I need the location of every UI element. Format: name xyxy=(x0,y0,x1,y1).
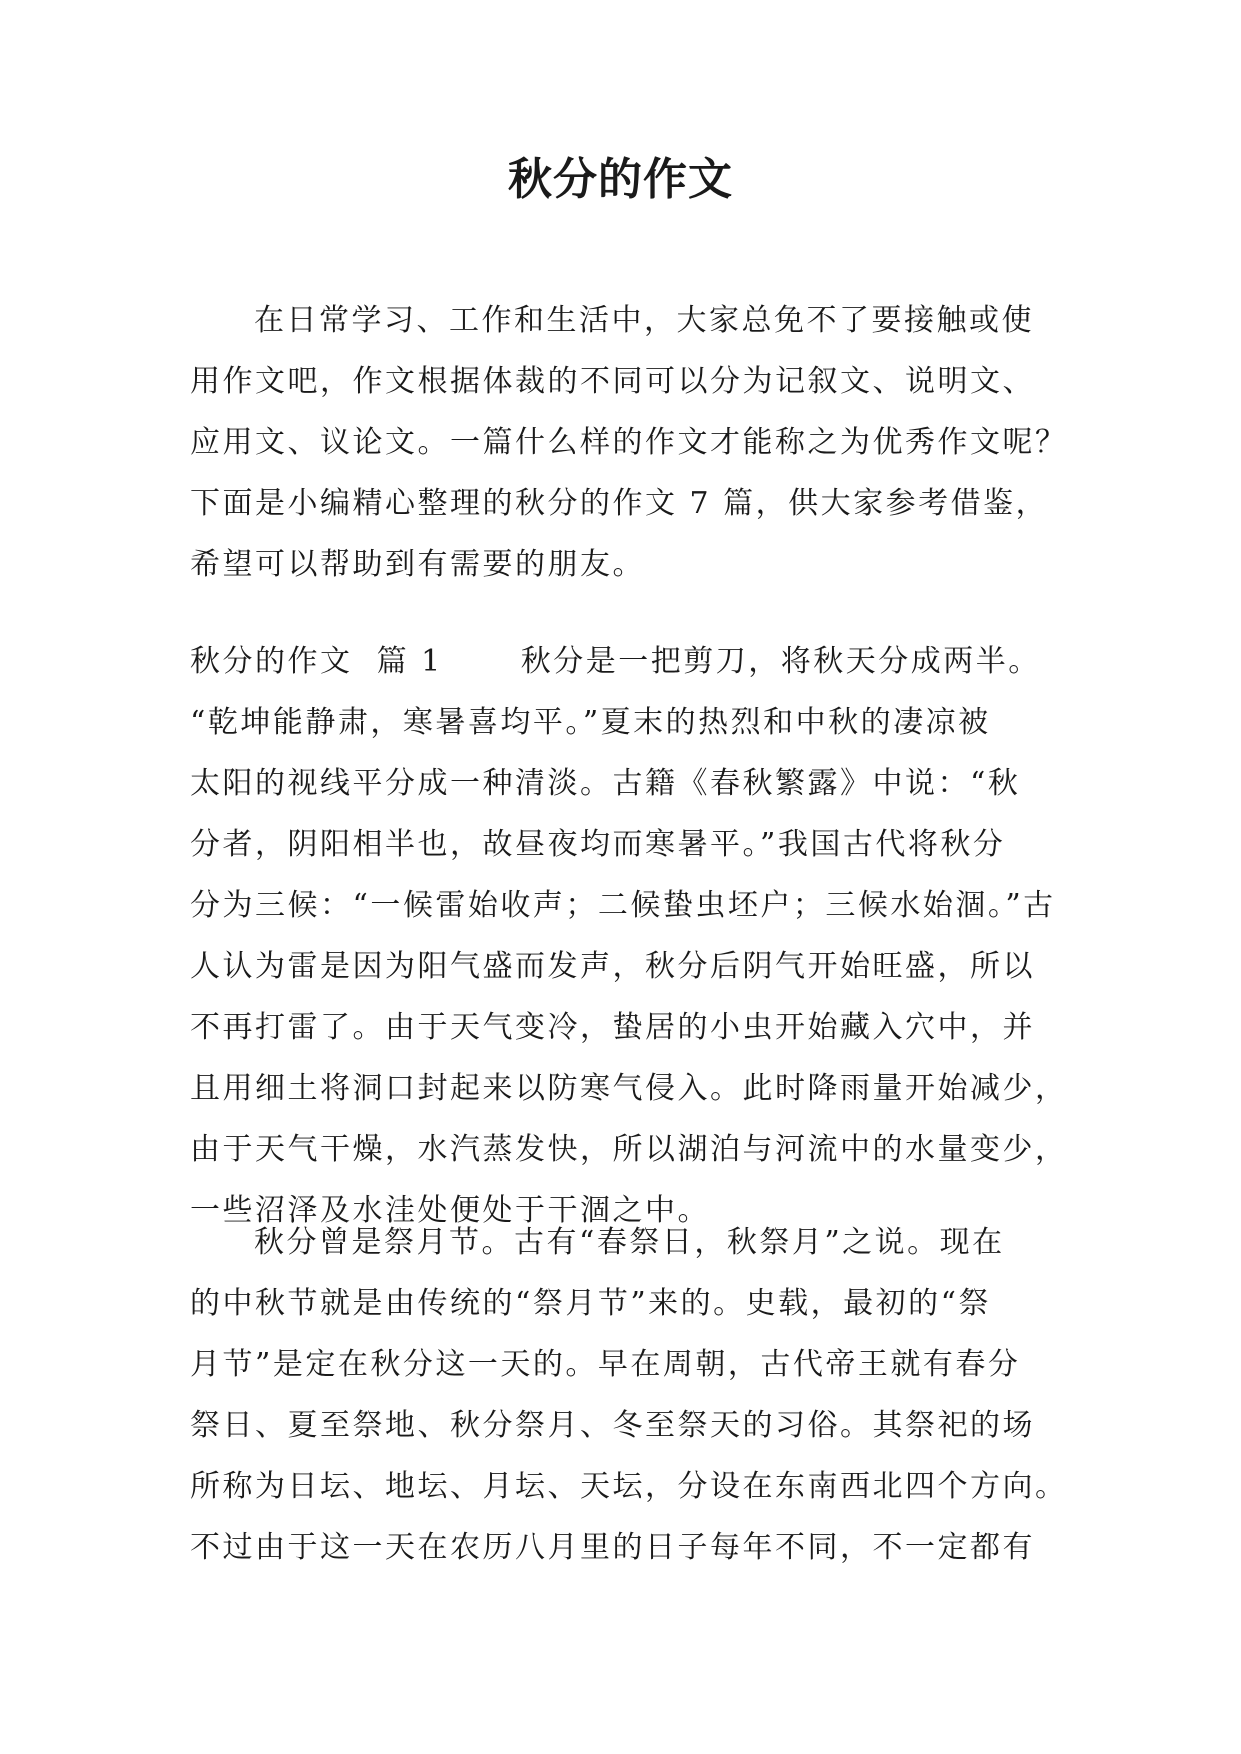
intro-paragraph xyxy=(190,290,1068,595)
paragraph-2-line: 的中秋节就是由传统的“祭月节”来的。史载，最初的“祭 xyxy=(190,1286,992,1321)
essay-1-line: 分者，阴阳相半也，故昼夜均而寒暑平。”我国古代将秋分 xyxy=(190,827,1006,862)
intro-line: 下面是小编精心整理的秋分的作文 7 篇，供大家参考借鉴， xyxy=(190,486,1049,521)
essay-1-line: 分为三候：“一候雷始收声；二候蛰虫坯户；三候水始涸。”古 xyxy=(190,888,1056,923)
essay-1-line: 一些沼泽及水洼处便处于干涸之中。 xyxy=(190,1193,710,1228)
paragraph-2-line: 秋分曾是祭月节。古有“春祭日，秋祭月”之说。现在 xyxy=(254,1225,1005,1260)
essay-1-line: “乾坤能静肃，寒暑喜均平。”夏末的热烈和中秋的凄凉被 xyxy=(190,705,991,740)
paragraph-2-line: 所称为日坛、地坛、月坛、天坛，分设在东南西北四个方向。 xyxy=(190,1469,1068,1504)
intro-line: 希望可以帮助到有需要的朋友。 xyxy=(190,547,645,582)
essay-1-line: 且用细土将洞口封起来以防寒气侵入。此时降雨量开始减少， xyxy=(190,1071,1068,1106)
essay-1-paragraph-2 xyxy=(190,1212,1068,1578)
essay-1-heading: 秋分的作文 篇 1 xyxy=(190,644,443,679)
essay-1-opening-sentence: 秋分是一把剪刀，将秋天分成两半。 xyxy=(520,644,1041,679)
paragraph-2-line: 祭日、夏至祭地、秋分祭月、冬至祭天的习俗。其祭祀的场 xyxy=(190,1408,1035,1443)
essay-1-line: 不再打雷了。由于天气变冷，蛰居的小虫开始藏入穴中，并 xyxy=(190,1010,1035,1045)
essay-1-first-line xyxy=(190,631,1052,692)
essay-1-line: 太阳的视线平分成一种清淡。古籍《春秋繁露》中说：“秋 xyxy=(190,766,1021,801)
paragraph-2-line: 不过由于这一天在农历八月里的日子每年不同，不一定都有 xyxy=(190,1530,1035,1565)
page-title: 秋分的作文 xyxy=(508,154,733,205)
intro-line: 在日常学习、工作和生活中，大家总免不了要接触或使 xyxy=(254,303,1034,338)
intro-line: 用作文吧，作文根据体裁的不同可以分为记叙文、说明文、 xyxy=(190,364,1035,399)
essay-1-line: 由于天气干燥，水汽蒸发快，所以湖泊与河流中的水量变少， xyxy=(190,1132,1068,1167)
essay-1-paragraph xyxy=(190,631,1068,1241)
essay-1-line: 人认为雷是因为阳气盛而发声，秋分后阴气开始旺盛，所以 xyxy=(190,949,1035,984)
paragraph-2-line: 月节”是定在秋分这一天的。早在周朝，古代帝王就有春分 xyxy=(190,1347,1021,1382)
intro-line: 应用文、议论文。一篇什么样的作文才能称之为优秀作文呢？ xyxy=(190,425,1068,460)
